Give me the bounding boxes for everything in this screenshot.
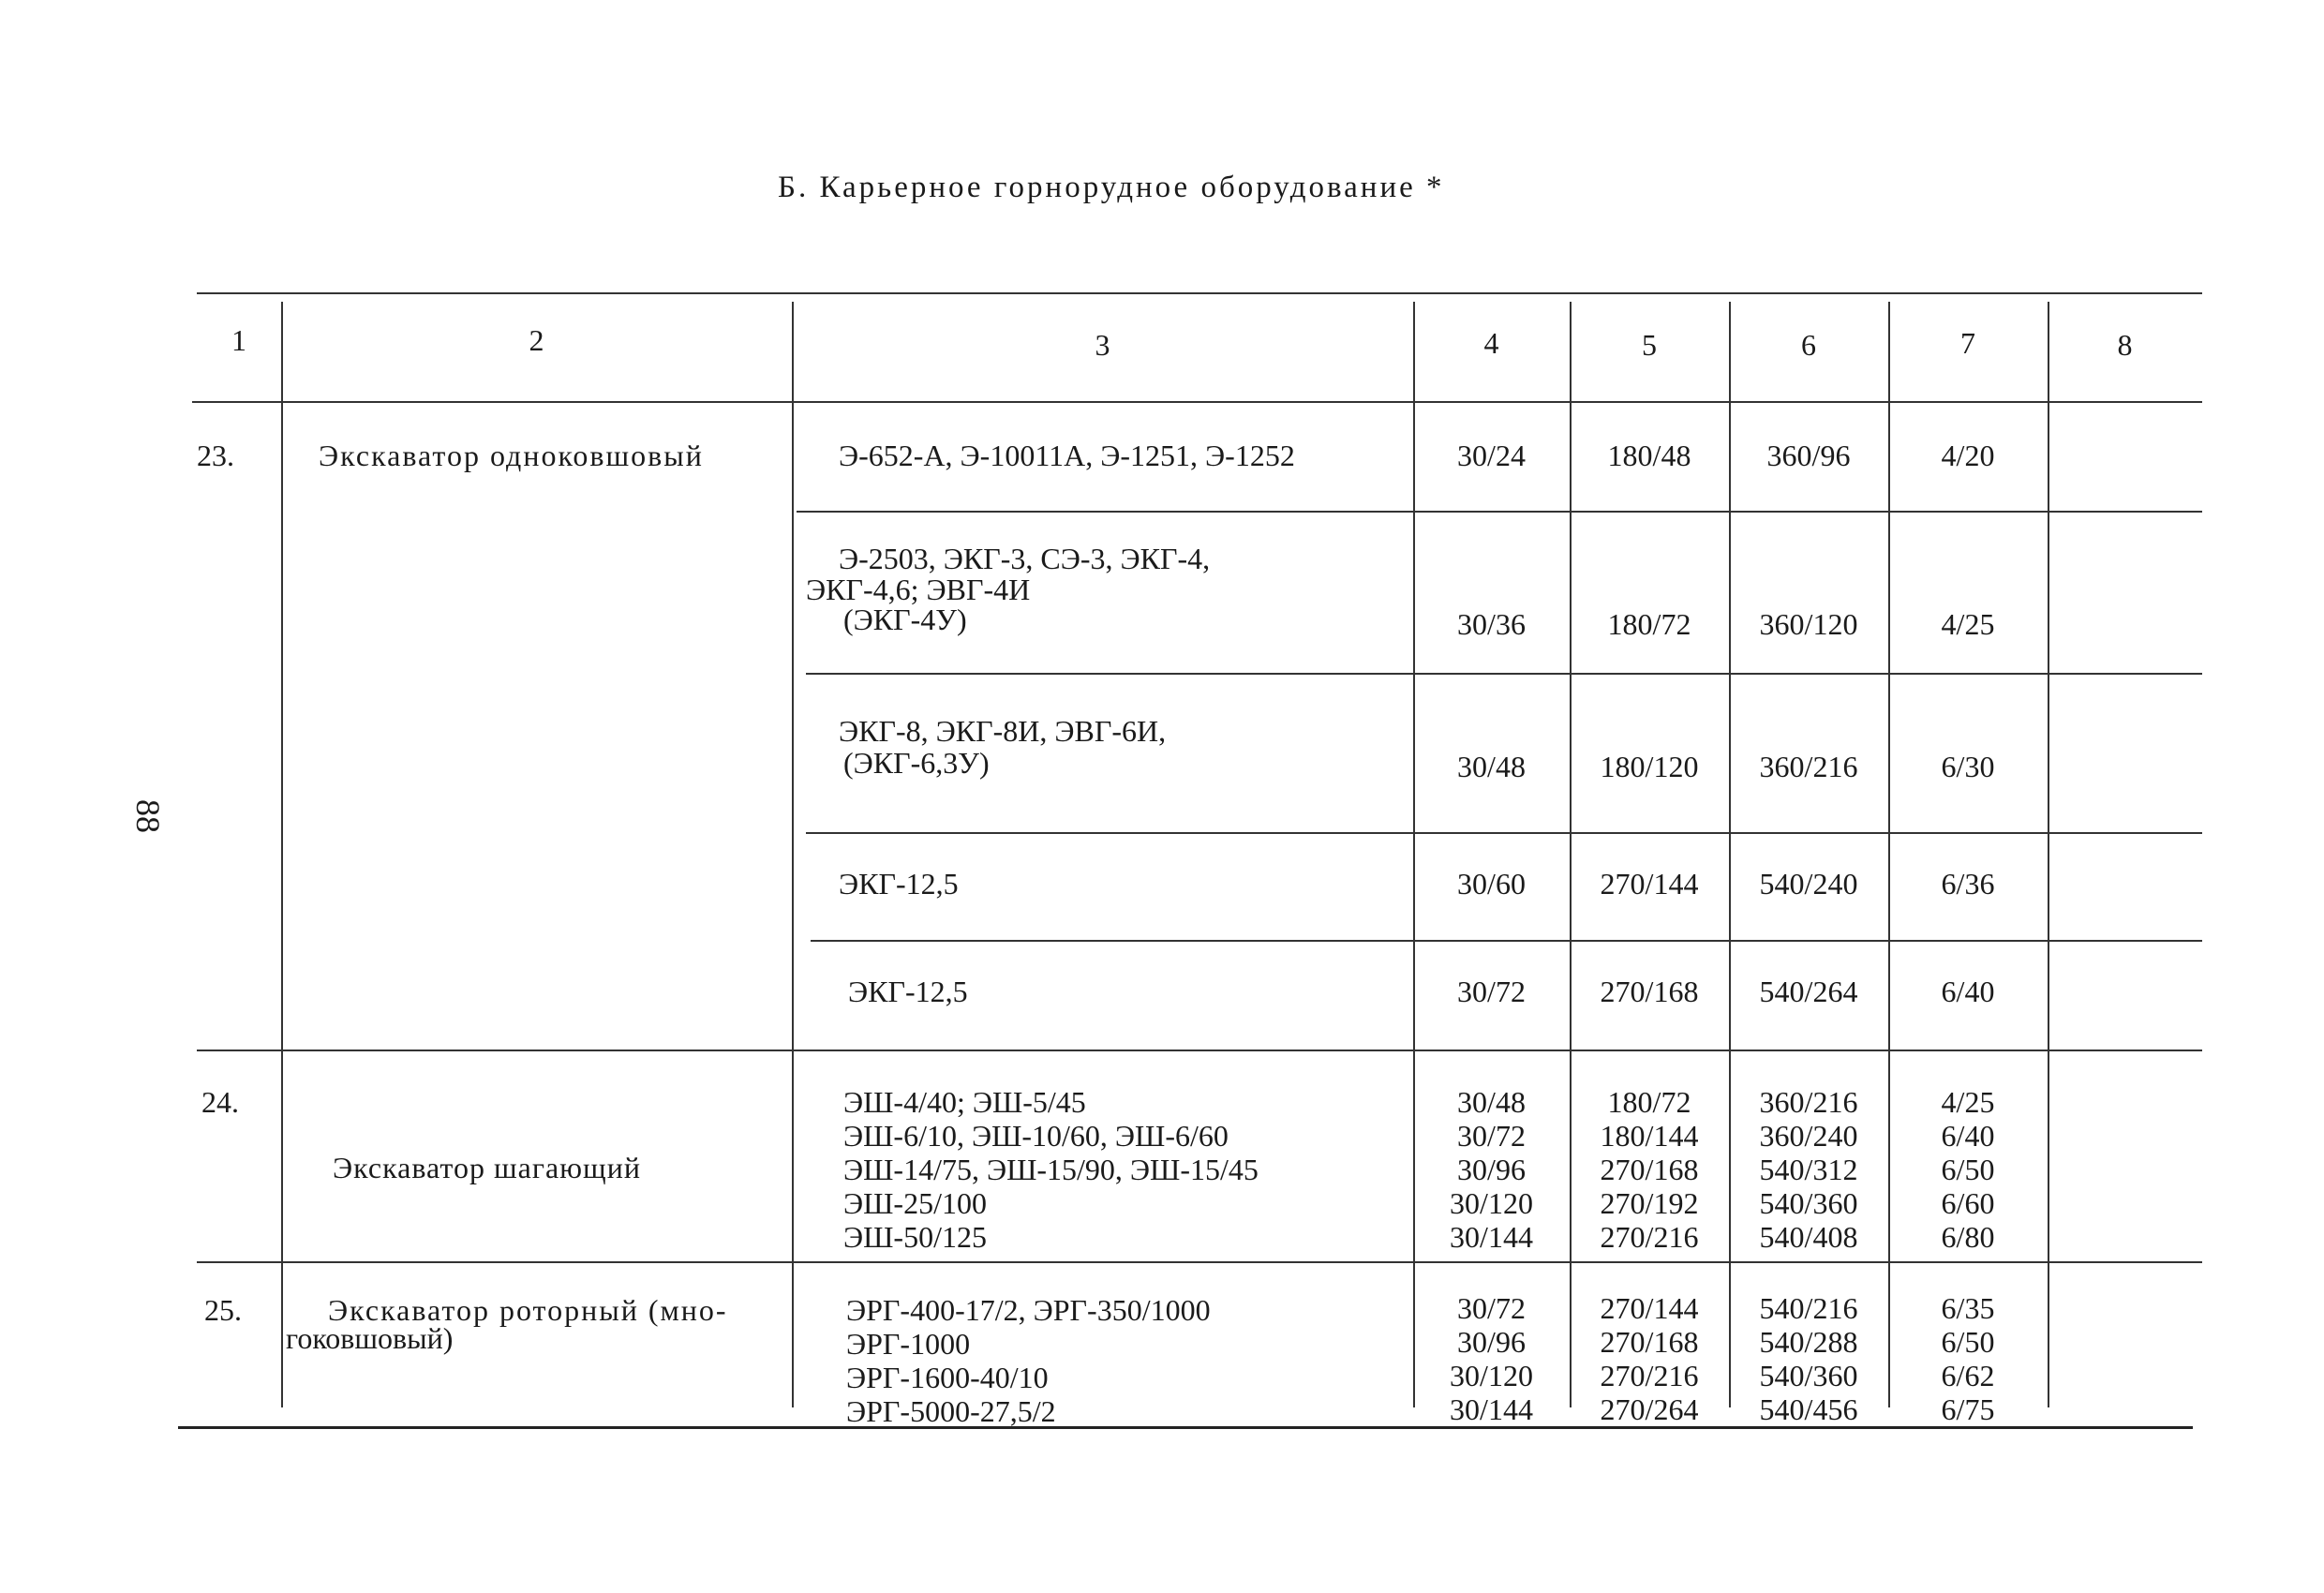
value: 6/80 xyxy=(1941,1220,1995,1254)
table-top-rule xyxy=(197,292,2202,294)
model-list: (ЭКГ-4У) xyxy=(843,603,967,636)
value: 180/144 xyxy=(1600,1119,1699,1153)
model-line: ЭШ-25/100 xyxy=(843,1186,987,1220)
value: 270/144 xyxy=(1600,1291,1699,1325)
value-col-4: 30/60 xyxy=(1457,867,1526,901)
value-col-4 xyxy=(1413,1291,1570,1426)
value: 540/216 xyxy=(1759,1291,1858,1325)
col-divider-2-3 xyxy=(792,302,794,1407)
value: 540/312 xyxy=(1759,1153,1858,1186)
value: 540/360 xyxy=(1759,1186,1858,1220)
value-col-5: 270/168 xyxy=(1600,975,1699,1008)
row-25-top-rule xyxy=(197,1261,2202,1263)
model-list xyxy=(846,1293,1211,1428)
header-col-8: 8 xyxy=(2117,328,2133,362)
value-col-4: 30/36 xyxy=(1457,607,1526,641)
value-col-7 xyxy=(1888,1291,2048,1426)
name-line: гоковшовый) xyxy=(286,1321,454,1355)
value-col-6: 540/264 xyxy=(1759,975,1858,1008)
header-col-6: 6 xyxy=(1801,328,1816,362)
value-col-7: 6/30 xyxy=(1941,750,1995,783)
row-23-sub-rule-2 xyxy=(806,673,2202,675)
value: 4/25 xyxy=(1941,1085,1995,1119)
page-title: Б. Карьерное горнорудное оборудование * xyxy=(778,171,1445,204)
value-col-6: 360/96 xyxy=(1766,439,1851,472)
value-col-6 xyxy=(1729,1085,1888,1254)
model-line: ЭРГ-400-17/2, ЭРГ-350/1000 xyxy=(846,1293,1211,1327)
value: 540/360 xyxy=(1759,1359,1858,1392)
model-list xyxy=(843,1085,1259,1254)
value-col-7: 6/36 xyxy=(1941,867,1995,901)
model-line: ЭРГ-5000-27,5/2 xyxy=(846,1394,1056,1428)
value-col-4: 30/48 xyxy=(1457,750,1526,783)
value: 6/35 xyxy=(1941,1291,1995,1325)
value: 6/40 xyxy=(1941,1119,1995,1153)
value-col-6: 360/216 xyxy=(1759,750,1858,783)
equipment-name: Экскаватор шагающий xyxy=(333,1151,641,1184)
value: 540/456 xyxy=(1759,1392,1858,1426)
value: 360/240 xyxy=(1759,1119,1858,1153)
value: 30/72 xyxy=(1457,1119,1526,1153)
value: 540/408 xyxy=(1759,1220,1858,1254)
header-col-7: 7 xyxy=(1960,326,1975,360)
col-divider-7-8 xyxy=(2048,302,2049,1407)
model-list: ЭКГ-12,5 xyxy=(839,867,959,901)
value: 270/216 xyxy=(1600,1359,1699,1392)
value: 30/48 xyxy=(1457,1085,1526,1119)
header-col-5: 5 xyxy=(1642,328,1657,362)
row-number: 23. xyxy=(197,439,234,472)
value-col-7: 4/25 xyxy=(1941,607,1995,641)
value: 30/96 xyxy=(1457,1153,1526,1186)
value: 30/120 xyxy=(1450,1186,1533,1220)
model-line: ЭШ-6/10, ЭШ-10/60, ЭШ-6/60 xyxy=(843,1119,1229,1153)
value: 30/96 xyxy=(1457,1325,1526,1359)
value-col-4 xyxy=(1413,1085,1570,1254)
value: 270/216 xyxy=(1600,1220,1699,1254)
model-line: ЭШ-50/125 xyxy=(843,1220,987,1254)
model-line: ЭШ-4/40; ЭШ-5/45 xyxy=(843,1085,1086,1119)
equipment-name: Экскаватор одноковшовый xyxy=(319,439,704,472)
header-col-1: 1 xyxy=(231,323,246,357)
model-list: (ЭКГ-6,3У) xyxy=(843,746,990,780)
value: 6/62 xyxy=(1941,1359,1995,1392)
header-col-4: 4 xyxy=(1483,326,1499,360)
value: 30/120 xyxy=(1450,1359,1533,1392)
equipment-name xyxy=(286,1293,787,1355)
name-line: Экскаватор роторный (мно- xyxy=(328,1293,728,1327)
value-col-4: 30/72 xyxy=(1457,975,1526,1008)
value: 180/72 xyxy=(1607,1085,1691,1119)
value-col-6: 360/120 xyxy=(1759,607,1858,641)
value: 6/75 xyxy=(1941,1392,1995,1426)
row-number: 25. xyxy=(204,1293,242,1327)
value-col-5: 180/48 xyxy=(1607,439,1691,472)
value: 6/60 xyxy=(1941,1186,1995,1220)
value-col-5: 180/72 xyxy=(1607,607,1691,641)
value: 540/288 xyxy=(1759,1325,1858,1359)
row-23-sub-rule-3 xyxy=(806,832,2202,834)
row-24-top-rule xyxy=(197,1050,2202,1051)
value: 30/144 xyxy=(1450,1392,1533,1426)
model-list: ЭКГ-8, ЭКГ-8И, ЭВГ-6И, xyxy=(839,714,1167,748)
model-line: ЭРГ-1000 xyxy=(846,1327,971,1361)
model-list: Э-652-А, Э-10011А, Э-1251, Э-1252 xyxy=(839,439,1295,472)
value-col-6 xyxy=(1729,1291,1888,1426)
value-col-7: 6/40 xyxy=(1941,975,1995,1008)
value: 30/144 xyxy=(1450,1220,1533,1254)
value-col-7: 4/20 xyxy=(1941,439,1995,472)
model-line: ЭРГ-1600-40/10 xyxy=(846,1361,1049,1394)
value: 270/168 xyxy=(1600,1325,1699,1359)
value-col-5: 270/144 xyxy=(1600,867,1699,901)
col-divider-1-2 xyxy=(281,302,283,1407)
row-23-sub-rule-1 xyxy=(797,511,2202,513)
value: 270/264 xyxy=(1600,1392,1699,1426)
value-col-4: 30/24 xyxy=(1457,439,1526,472)
row-23-sub-rule-4 xyxy=(811,940,2202,942)
value-col-7 xyxy=(1888,1085,2048,1254)
model-line: ЭШ-14/75, ЭШ-15/90, ЭШ-15/45 xyxy=(843,1153,1259,1186)
model-list: ЭКГ-12,5 xyxy=(848,975,968,1008)
value-col-5 xyxy=(1570,1085,1729,1254)
value-col-6: 540/240 xyxy=(1759,867,1858,901)
value: 360/216 xyxy=(1759,1085,1858,1119)
header-col-2: 2 xyxy=(529,323,544,357)
page-number: 88 xyxy=(129,799,167,833)
value-col-5: 180/120 xyxy=(1600,750,1699,783)
value: 270/168 xyxy=(1600,1153,1699,1186)
model-list: ЭКГ-4,6; ЭВГ-4И xyxy=(806,573,1031,606)
value: 6/50 xyxy=(1941,1153,1995,1186)
row-number: 24. xyxy=(201,1085,239,1119)
header-bottom-rule xyxy=(192,401,2202,403)
value: 30/72 xyxy=(1457,1291,1526,1325)
header-col-3: 3 xyxy=(1095,328,1110,362)
value-col-5 xyxy=(1570,1291,1729,1426)
value: 270/192 xyxy=(1600,1186,1699,1220)
model-list: Э-2503, ЭКГ-3, СЭ-3, ЭКГ-4, xyxy=(839,542,1211,575)
value: 6/50 xyxy=(1941,1325,1995,1359)
